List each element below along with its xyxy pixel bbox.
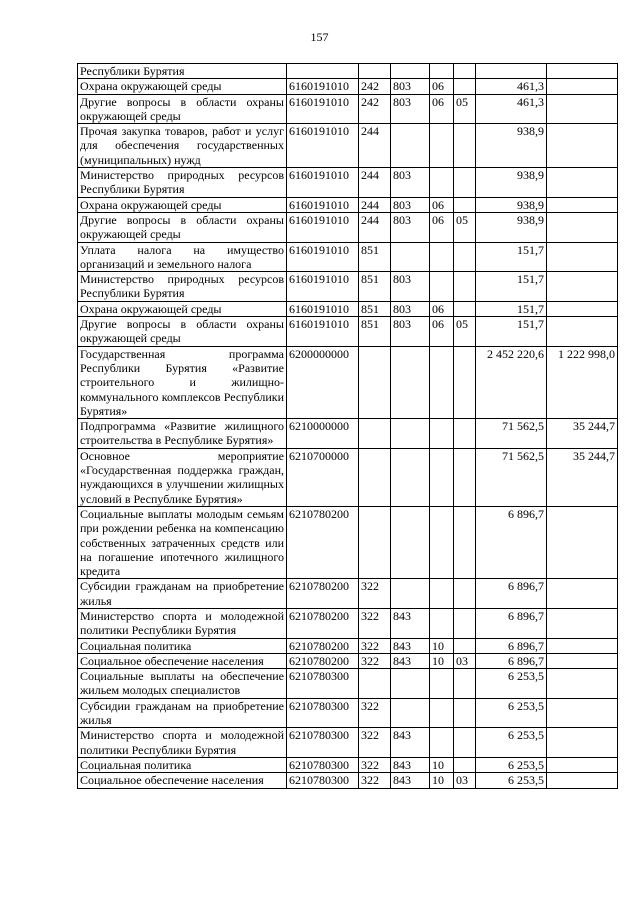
table-row <box>78 168 618 198</box>
administrator-cell: 843 <box>391 653 430 668</box>
administrator-cell: 843 <box>391 773 430 788</box>
section-cell: 06 <box>430 317 454 347</box>
page-number: 157 <box>310 30 329 44</box>
expense-type-cell: 322 <box>359 757 391 772</box>
section-cell <box>430 346 454 418</box>
amount-cell: 6 896,7 <box>476 638 547 653</box>
amount-federal-cell <box>547 124 618 168</box>
amount-cell: 6 253,5 <box>476 698 547 728</box>
administrator-cell: 843 <box>391 757 430 772</box>
section-cell: 10 <box>430 638 454 653</box>
amount-federal-cell <box>547 757 618 772</box>
expense-type-cell <box>359 346 391 418</box>
expense-type-cell: 322 <box>359 653 391 668</box>
amount-federal-cell <box>547 64 618 79</box>
target-article-cell: 6210780300 <box>287 757 359 772</box>
budget-table-body <box>78 64 618 789</box>
subsection-cell <box>454 419 476 449</box>
row-name-cell: Министерство спорта и молодежной политики Республики Бурятия <box>78 608 287 638</box>
row-name-cell: Социальная политика <box>78 638 287 653</box>
amount-federal-cell: 1 222 998,0 <box>547 346 618 418</box>
target-article-cell: 6160191010 <box>287 301 359 316</box>
row-name-cell: Министерство спорта и молодежной политики Республики Бурятия <box>78 728 287 758</box>
table-row <box>78 419 618 449</box>
section-cell: 10 <box>430 757 454 772</box>
section-cell <box>430 448 454 506</box>
table-row <box>78 124 618 168</box>
section-cell: 06 <box>430 212 454 242</box>
target-article-cell <box>287 64 359 79</box>
table-row <box>78 653 618 668</box>
subsection-cell <box>454 64 476 79</box>
administrator-cell <box>391 419 430 449</box>
administrator-cell <box>391 346 430 418</box>
section-cell <box>430 608 454 638</box>
expense-type-cell: 242 <box>359 94 391 124</box>
amount-cell: 6 896,7 <box>476 608 547 638</box>
table-row <box>78 301 618 316</box>
amount-federal-cell <box>547 242 618 272</box>
row-name-cell: Субсидии гражданам на приобретение жилья <box>78 698 287 728</box>
section-cell <box>430 272 454 302</box>
subsection-cell <box>454 669 476 699</box>
amount-cell: 6 253,5 <box>476 669 547 699</box>
administrator-cell: 803 <box>391 301 430 316</box>
subsection-cell <box>454 757 476 772</box>
expense-type-cell: 322 <box>359 773 391 788</box>
subsection-cell <box>454 579 476 609</box>
amount-federal-cell <box>547 698 618 728</box>
expense-type-cell: 322 <box>359 728 391 758</box>
target-article-cell: 6210780300 <box>287 773 359 788</box>
target-article-cell: 6210780300 <box>287 669 359 699</box>
expense-type-cell <box>359 64 391 79</box>
row-name-cell: Другие вопросы в области охраны окружающей среды <box>78 212 287 242</box>
administrator-cell <box>391 448 430 506</box>
amount-federal-cell <box>547 638 618 653</box>
row-name-cell: Министерство природных ресурсов Республики Бурятия <box>78 168 287 198</box>
amount-cell: 151,7 <box>476 301 547 316</box>
amount-federal-cell <box>547 272 618 302</box>
row-name-cell: Прочая закупка товаров, работ и услуг для обеспечения государственных (муниципальных) нужд <box>78 124 287 168</box>
administrator-cell: 803 <box>391 79 430 94</box>
amount-cell: 151,7 <box>476 272 547 302</box>
target-article-cell: 6210780300 <box>287 728 359 758</box>
administrator-cell <box>391 124 430 168</box>
subsection-cell <box>454 301 476 316</box>
target-article-cell: 6210780200 <box>287 579 359 609</box>
target-article-cell: 6160191010 <box>287 212 359 242</box>
target-article-cell: 6210000000 <box>287 419 359 449</box>
subsection-cell <box>454 608 476 638</box>
amount-federal-cell <box>547 168 618 198</box>
amount-federal-cell <box>547 506 618 578</box>
table-row <box>78 638 618 653</box>
table-row <box>78 212 618 242</box>
expense-type-cell: 851 <box>359 242 391 272</box>
amount-cell: 2 452 220,6 <box>476 346 547 418</box>
amount-federal-cell <box>547 579 618 609</box>
subsection-cell <box>454 168 476 198</box>
row-name-cell: Социальные выплаты молодым семьям при рождении ребенка на компенсацию собственных затраченных средств или на погашение ипотечного жилищного кредита <box>78 506 287 578</box>
section-cell <box>430 506 454 578</box>
section-cell: 10 <box>430 773 454 788</box>
administrator-cell: 803 <box>391 94 430 124</box>
row-name-cell: Другие вопросы в области охраны окружающей среды <box>78 317 287 347</box>
table-row <box>78 94 618 124</box>
row-name-cell: Социальные выплаты на обеспечение жильем молодых специалистов <box>78 669 287 699</box>
amount-federal-cell <box>547 773 618 788</box>
amount-cell: 6 253,5 <box>476 728 547 758</box>
target-article-cell: 6160191010 <box>287 124 359 168</box>
amount-cell: 938,9 <box>476 124 547 168</box>
table-row <box>78 448 618 506</box>
administrator-cell: 803 <box>391 317 430 347</box>
table-row <box>78 506 618 578</box>
amount-cell <box>476 64 547 79</box>
section-cell <box>430 168 454 198</box>
section-cell <box>430 579 454 609</box>
row-name-cell: Республики Бурятия <box>78 64 287 79</box>
subsection-cell <box>454 448 476 506</box>
amount-cell: 938,9 <box>476 168 547 198</box>
expense-type-cell: 244 <box>359 197 391 212</box>
subsection-cell <box>454 79 476 94</box>
budget-table <box>77 63 618 789</box>
table-row <box>78 197 618 212</box>
amount-cell: 71 562,5 <box>476 419 547 449</box>
row-name-cell: Охрана окружающей среды <box>78 197 287 212</box>
section-cell: 06 <box>430 197 454 212</box>
amount-federal-cell: 35 244,7 <box>547 419 618 449</box>
table-row <box>78 698 618 728</box>
section-cell <box>430 242 454 272</box>
subsection-cell: 05 <box>454 317 476 347</box>
target-article-cell: 6160191010 <box>287 79 359 94</box>
row-name-cell: Министерство природных ресурсов Республики Бурятия <box>78 272 287 302</box>
section-cell: 06 <box>430 79 454 94</box>
section-cell <box>430 698 454 728</box>
amount-cell: 6 253,5 <box>476 773 547 788</box>
amount-federal-cell <box>547 317 618 347</box>
table-row <box>78 346 618 418</box>
table-row <box>78 242 618 272</box>
amount-cell: 461,3 <box>476 79 547 94</box>
target-article-cell: 6160191010 <box>287 168 359 198</box>
section-cell: 06 <box>430 94 454 124</box>
amount-cell: 151,7 <box>476 317 547 347</box>
table-row <box>78 608 618 638</box>
target-article-cell: 6210780200 <box>287 638 359 653</box>
administrator-cell <box>391 669 430 699</box>
table-row <box>78 579 618 609</box>
administrator-cell: 803 <box>391 212 430 242</box>
subsection-cell <box>454 506 476 578</box>
amount-cell: 6 896,7 <box>476 653 547 668</box>
table-row <box>78 757 618 772</box>
expense-type-cell: 851 <box>359 272 391 302</box>
subsection-cell <box>454 272 476 302</box>
amount-federal-cell <box>547 197 618 212</box>
administrator-cell <box>391 579 430 609</box>
subsection-cell <box>454 638 476 653</box>
administrator-cell <box>391 506 430 578</box>
target-article-cell: 6210780200 <box>287 653 359 668</box>
administrator-cell <box>391 242 430 272</box>
subsection-cell <box>454 698 476 728</box>
section-cell <box>430 419 454 449</box>
expense-type-cell: 242 <box>359 79 391 94</box>
amount-federal-cell <box>547 728 618 758</box>
expense-type-cell <box>359 448 391 506</box>
target-article-cell: 6210780200 <box>287 608 359 638</box>
administrator-cell: 843 <box>391 608 430 638</box>
section-cell: 06 <box>430 301 454 316</box>
amount-cell: 461,3 <box>476 94 547 124</box>
target-article-cell: 6210780200 <box>287 506 359 578</box>
amount-cell: 71 562,5 <box>476 448 547 506</box>
section-cell <box>430 124 454 168</box>
amount-cell: 6 896,7 <box>476 506 547 578</box>
target-article-cell: 6160191010 <box>287 94 359 124</box>
amount-federal-cell <box>547 212 618 242</box>
subsection-cell: 05 <box>454 212 476 242</box>
amount-federal-cell <box>547 669 618 699</box>
amount-cell: 6 896,7 <box>476 579 547 609</box>
expense-type-cell: 851 <box>359 301 391 316</box>
amount-federal-cell <box>547 79 618 94</box>
section-cell <box>430 64 454 79</box>
expense-type-cell: 322 <box>359 698 391 728</box>
amount-federal-cell <box>547 608 618 638</box>
section-cell <box>430 728 454 758</box>
row-name-cell: Социальное обеспечение населения <box>78 773 287 788</box>
row-name-cell: Социальное обеспечение населения <box>78 653 287 668</box>
subsection-cell <box>454 242 476 272</box>
subsection-cell: 03 <box>454 773 476 788</box>
amount-federal-cell <box>547 301 618 316</box>
target-article-cell: 6210780300 <box>287 698 359 728</box>
row-name-cell: Подпрограмма «Развитие жилищного строительства в Республике Бурятия» <box>78 419 287 449</box>
administrator-cell: 843 <box>391 638 430 653</box>
expense-type-cell <box>359 419 391 449</box>
table-row <box>78 728 618 758</box>
expense-type-cell: 244 <box>359 168 391 198</box>
amount-cell: 938,9 <box>476 212 547 242</box>
expense-type-cell <box>359 669 391 699</box>
subsection-cell <box>454 728 476 758</box>
table-row <box>78 773 618 788</box>
target-article-cell: 6160191010 <box>287 317 359 347</box>
row-name-cell: Государственная программа Республики Бурятия «Развитие строительного и жилищно-коммунального комплексов Республики Бурятия» <box>78 346 287 418</box>
subsection-cell <box>454 197 476 212</box>
administrator-cell <box>391 698 430 728</box>
target-article-cell: 6210700000 <box>287 448 359 506</box>
subsection-cell <box>454 124 476 168</box>
row-name-cell: Социальная политика <box>78 757 287 772</box>
administrator-cell: 803 <box>391 272 430 302</box>
amount-federal-cell <box>547 94 618 124</box>
table-row <box>78 669 618 699</box>
target-article-cell: 6160191010 <box>287 242 359 272</box>
administrator-cell <box>391 64 430 79</box>
target-article-cell: 6200000000 <box>287 346 359 418</box>
amount-cell: 151,7 <box>476 242 547 272</box>
target-article-cell: 6160191010 <box>287 272 359 302</box>
administrator-cell: 803 <box>391 168 430 198</box>
administrator-cell: 803 <box>391 197 430 212</box>
row-name-cell: Субсидии гражданам на приобретение жилья <box>78 579 287 609</box>
subsection-cell <box>454 346 476 418</box>
amount-federal-cell <box>547 653 618 668</box>
subsection-cell: 05 <box>454 94 476 124</box>
table-row <box>78 272 618 302</box>
table-row <box>78 79 618 94</box>
expense-type-cell: 244 <box>359 212 391 242</box>
row-name-cell: Охрана окружающей среды <box>78 301 287 316</box>
section-cell: 10 <box>430 653 454 668</box>
row-name-cell: Другие вопросы в области охраны окружающей среды <box>78 94 287 124</box>
administrator-cell: 843 <box>391 728 430 758</box>
amount-cell: 6 253,5 <box>476 757 547 772</box>
target-article-cell: 6160191010 <box>287 197 359 212</box>
subsection-cell: 03 <box>454 653 476 668</box>
amount-cell: 938,9 <box>476 197 547 212</box>
expense-type-cell: 322 <box>359 608 391 638</box>
row-name-cell: Охрана окружающей среды <box>78 79 287 94</box>
expense-type-cell: 322 <box>359 579 391 609</box>
section-cell <box>430 669 454 699</box>
amount-federal-cell: 35 244,7 <box>547 448 618 506</box>
row-name-cell: Уплата налога на имущество организаций и земельного налога <box>78 242 287 272</box>
expense-type-cell: 322 <box>359 638 391 653</box>
row-name-cell: Основное мероприятие «Государственная поддержка граждан, нуждающихся в улучшении жилищных условий в Республике Бурятия» <box>78 448 287 506</box>
expense-type-cell: 851 <box>359 317 391 347</box>
expense-type-cell: 244 <box>359 124 391 168</box>
table-row <box>78 317 618 347</box>
table-row <box>78 64 618 79</box>
expense-type-cell <box>359 506 391 578</box>
